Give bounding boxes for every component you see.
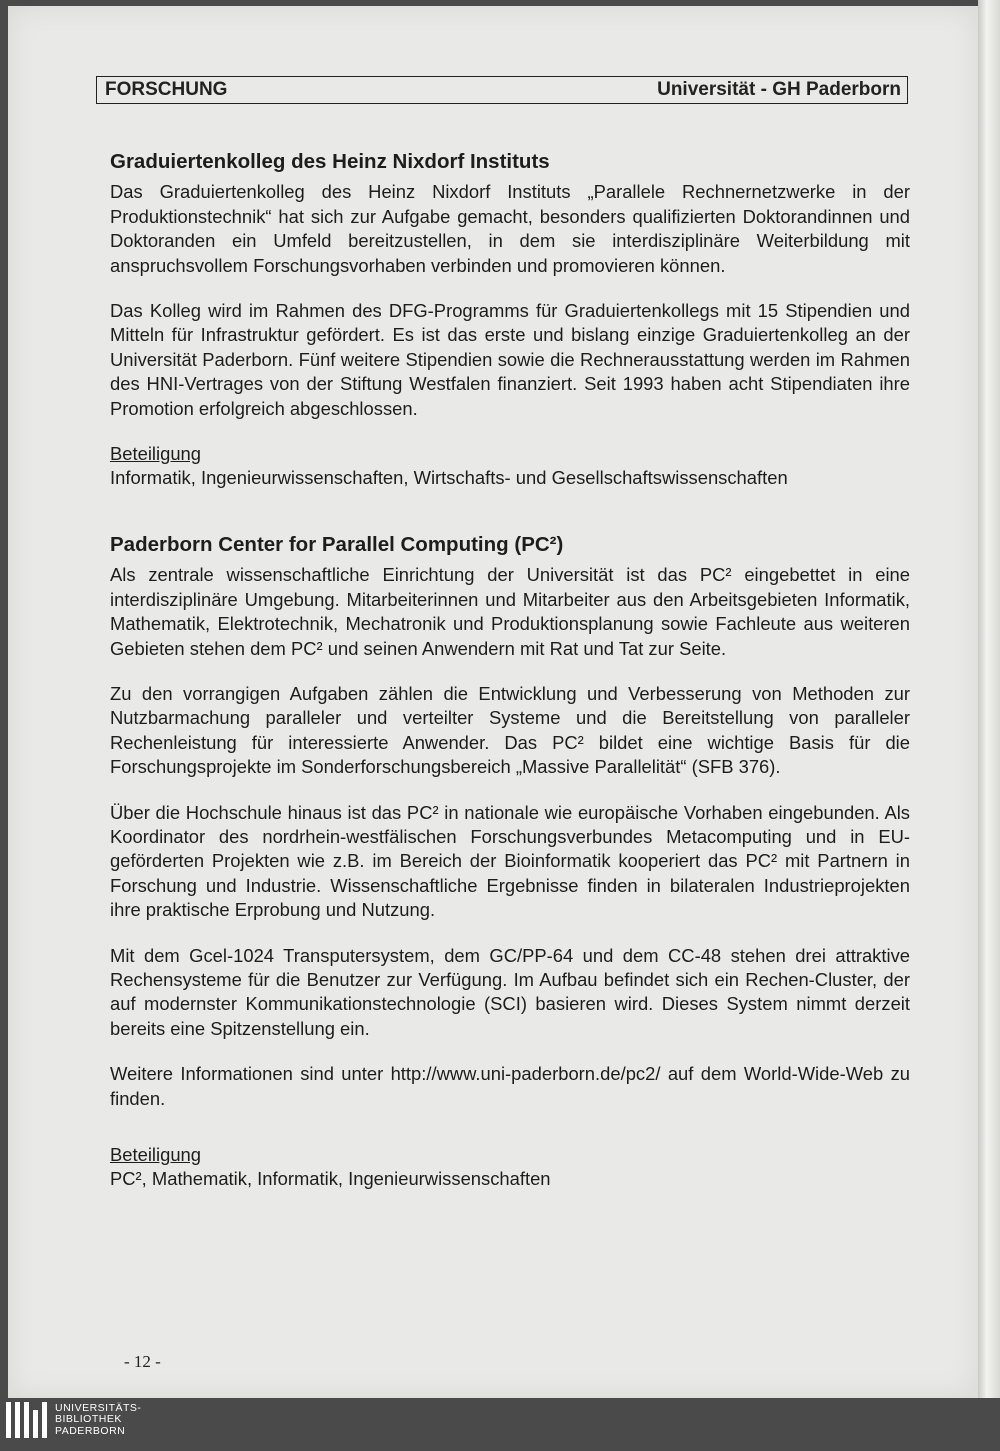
page-content [110, 150, 910, 1192]
library-logo [6, 1402, 141, 1438]
paragraph: Mit dem Gcel-1024 Transputersystem, dem GC/PP-64 und dem CC-48 stehen drei attraktive Rechensysteme für die Benutzer zur Verfügung. Im Aufbau befindet sich ein Rechen-Cluster, der auf modernster Kommunikationstechnologie (SCI) basieren wird. Dieses System nimmt derzeit bereits eine Spitzenstellung ein. [110, 944, 910, 1039]
paragraph: Das Graduiertenkolleg des Heinz Nixdorf Instituts „Parallele Rechnernetzwerke in der Produktionstechnik“ hat sich zur Aufgabe gemacht, besonders qualifizierten Doktorandinnen und Doktoranden ein Umfeld bereitzustellen, in dem sie interdisziplinäre Weiterbildung mit anspruchsvollem Forschungsvorhaben verbinden und promovieren können. [110, 181, 910, 276]
participation-label: Beteiligung [110, 1144, 202, 1165]
paragraph: Das Kolleg wird im Rahmen des DFG-Programms für Graduiertenkollegs mit 15 Stipendien und Mitteln für Infrastruktur gefördert. Es ist das erste und bislang einzige Graduiertenkolleg an der Universität Paderborn. Fünf weitere Stipendien sowie die Rechnerausstattung werden im Rahmen des HNI-Vertrages von der Stiftung Westfalen finanziert. Seit 1993 haben acht Stipendiaten ihre Promotion erfolgreich abgeschlossen. [110, 300, 910, 419]
participation-label: Beteiligung [110, 443, 202, 465]
paragraph: Zu den vorrangigen Aufgaben zählen die Entwicklung und Verbesserung von Methoden zur Nutzbarmachung paralleler und verteilter Systeme und die Bereitstellung von paralleler Rechenleistung für interessierte Anwender. Das PC² bildet eine wichtige Basis für die Forschungsprojekte im Sonderforschungsbereich „Massive Parallelität“ (SFB 376). [110, 682, 910, 778]
page-spine [978, 0, 1000, 1398]
paragraph: Weitere Informationen sind unter http://www.uni-paderborn.de/pc2/ auf dem World-Wide-Web zu finden. [110, 1063, 910, 1109]
library-logo-icon [6, 1402, 47, 1438]
header-university: Universität - GH Paderborn [657, 79, 901, 100]
paragraph: Über die Hochschule hinaus ist das PC² in nationale wie europäische Vorhaben eingebunden. Als Koordinator des nordrhein-westfälischen Forschungsverbundes Metacomputing und in EU-geförderten Projekten wie z.B. im Bereich der Bioinformatik kooperiert das PC² mit Partnern in Forschung und Industrie. Wissenschaftliche Ergebnisse finden in bilateralen Industrieprojekten ihre praktische Erprobung und Nutzung. [110, 801, 910, 921]
section-pc2 [110, 533, 910, 1192]
paragraph: Als zentrale wissenschaftliche Einrichtung der Universität ist das PC² eingebettet in eine interdisziplinäre Umgebung. Mitarbeiterinnen und Mitarbeiter aus den Arbeitsgebieten Informatik, Mathematik, Elektrotechnik, Mechatronik und Produktionsplanung sowie Fachleute aus weiteren Gebieten stehen dem PC² und seinen Anwendern mit Rat und Tat zur Seite. [110, 564, 910, 659]
header-section: FORSCHUNG [105, 79, 228, 100]
page-number: - 12 - [124, 1352, 161, 1371]
library-logo-text: UNIVERSITÄTS- BIBLIOTHEK PADERBORN [55, 1401, 142, 1437]
section-graduiertenkolleg [110, 150, 910, 491]
participation-list: PC², Mathematik, Informatik, Ingenieurwissenschaften [110, 1168, 551, 1190]
section-title: Paderborn Center for Parallel Computing (PC²) [110, 532, 564, 556]
running-header [96, 76, 908, 104]
scan-footer-bar [0, 1398, 1000, 1451]
participation-list: Informatik, Ingenieurwissenschaften, Wirtschafts- und Gesellschaftswissenschaften [110, 467, 788, 489]
section-title: Graduiertenkolleg des Heinz Nixdorf Instituts [110, 150, 550, 173]
